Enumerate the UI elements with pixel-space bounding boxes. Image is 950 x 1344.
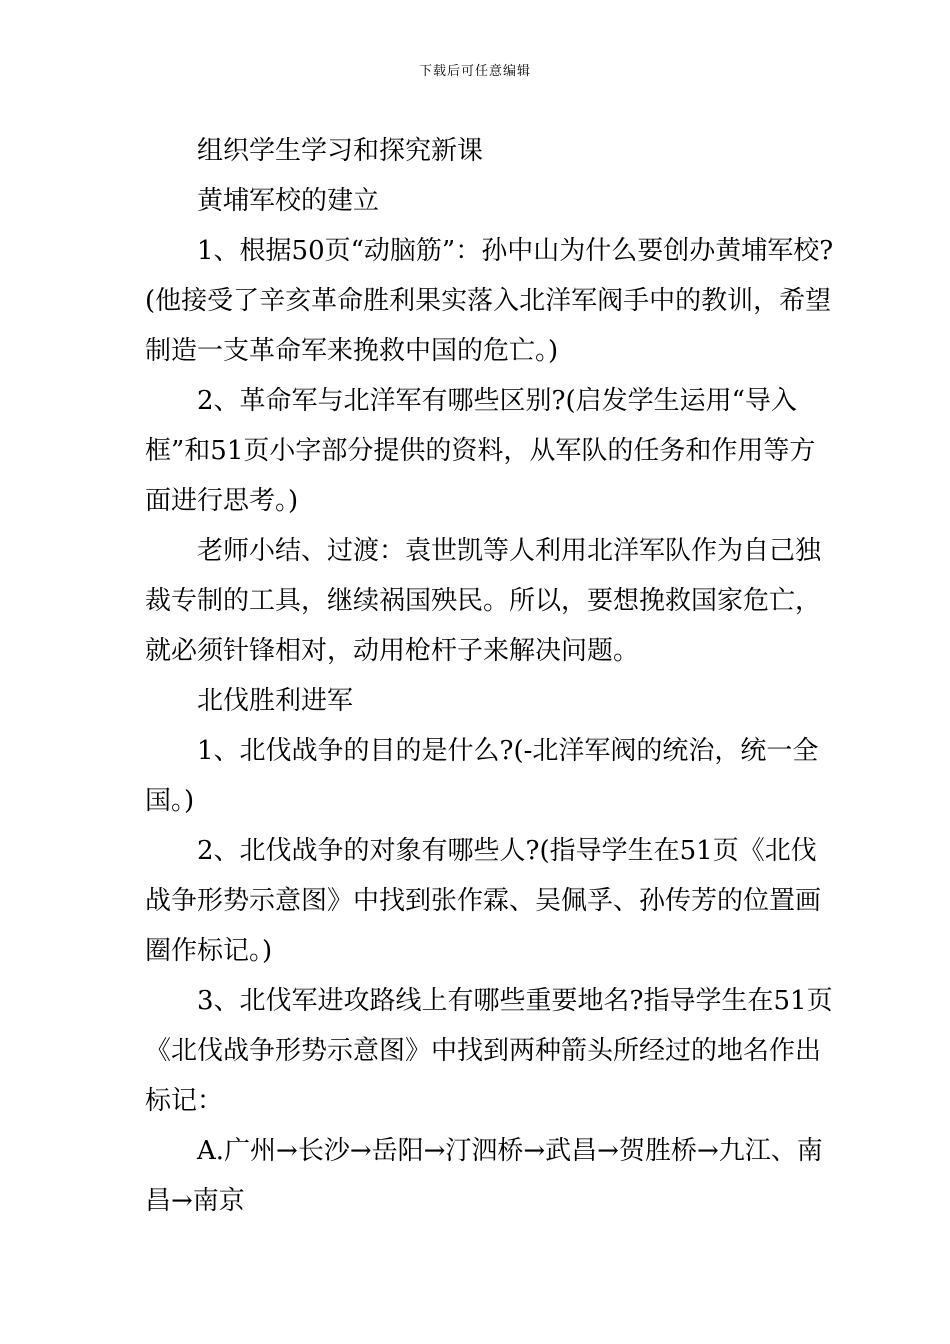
paragraph-teacher-summary: 老师小结、过渡：袁世凯等人利用北洋军队作为自己独裁专制的工具，继续祸国殃民。所以，要想挽救国家危亡，就必须针锋相对，动用枪杆子来解决问题。	[145, 536, 822, 666]
paragraph-question-1: 1、根据50页“动脑筋”：孙中山为什么要创办黄埔军校?(他接受了辛亥革命胜利果实落入北洋军阀手中的教训，希望制造一支革命军来挽救中国的危亡。)	[145, 236, 834, 366]
paragraph-heading-whampoa: 黄埔军校的建立	[197, 186, 380, 216]
page-header-note: 下载后可任意编辑	[418, 64, 531, 79]
paragraph-question-2: 2、革命军与北洋军有哪些区别?(启发学生运用“导入框”和51页小字部分提供的资料，从军队的任务和作用等方面进行思考。)	[145, 386, 816, 516]
document-body	[145, 126, 835, 1226]
paragraph-expedition-question-1: 1、北伐战争的目的是什么?(-北洋军阀的统治，统一全国。)	[145, 736, 819, 816]
paragraph-expedition-question-2: 2、北伐战争的对象有哪些人?(指导学生在51页《北伐战争形势示意图》中找到张作霖、吴佩孚、孙传芳的位置画圈作标记。)	[145, 836, 822, 966]
paragraph-heading-northern-expedition: 北伐胜利进军	[197, 686, 354, 716]
paragraph-section-intro: 组织学生学习和探究新课	[197, 136, 484, 166]
paragraph-route-a: A.广州→长沙→岳阳→汀泗桥→武昌→贺胜桥→九江、南昌→南京	[145, 1136, 823, 1216]
paragraph-expedition-question-3: 3、北伐军进攻路线上有哪些重要地名?指导学生在51页《北伐战争形势示意图》中找到两种箭头所经过的地名作出标记：	[145, 986, 833, 1116]
